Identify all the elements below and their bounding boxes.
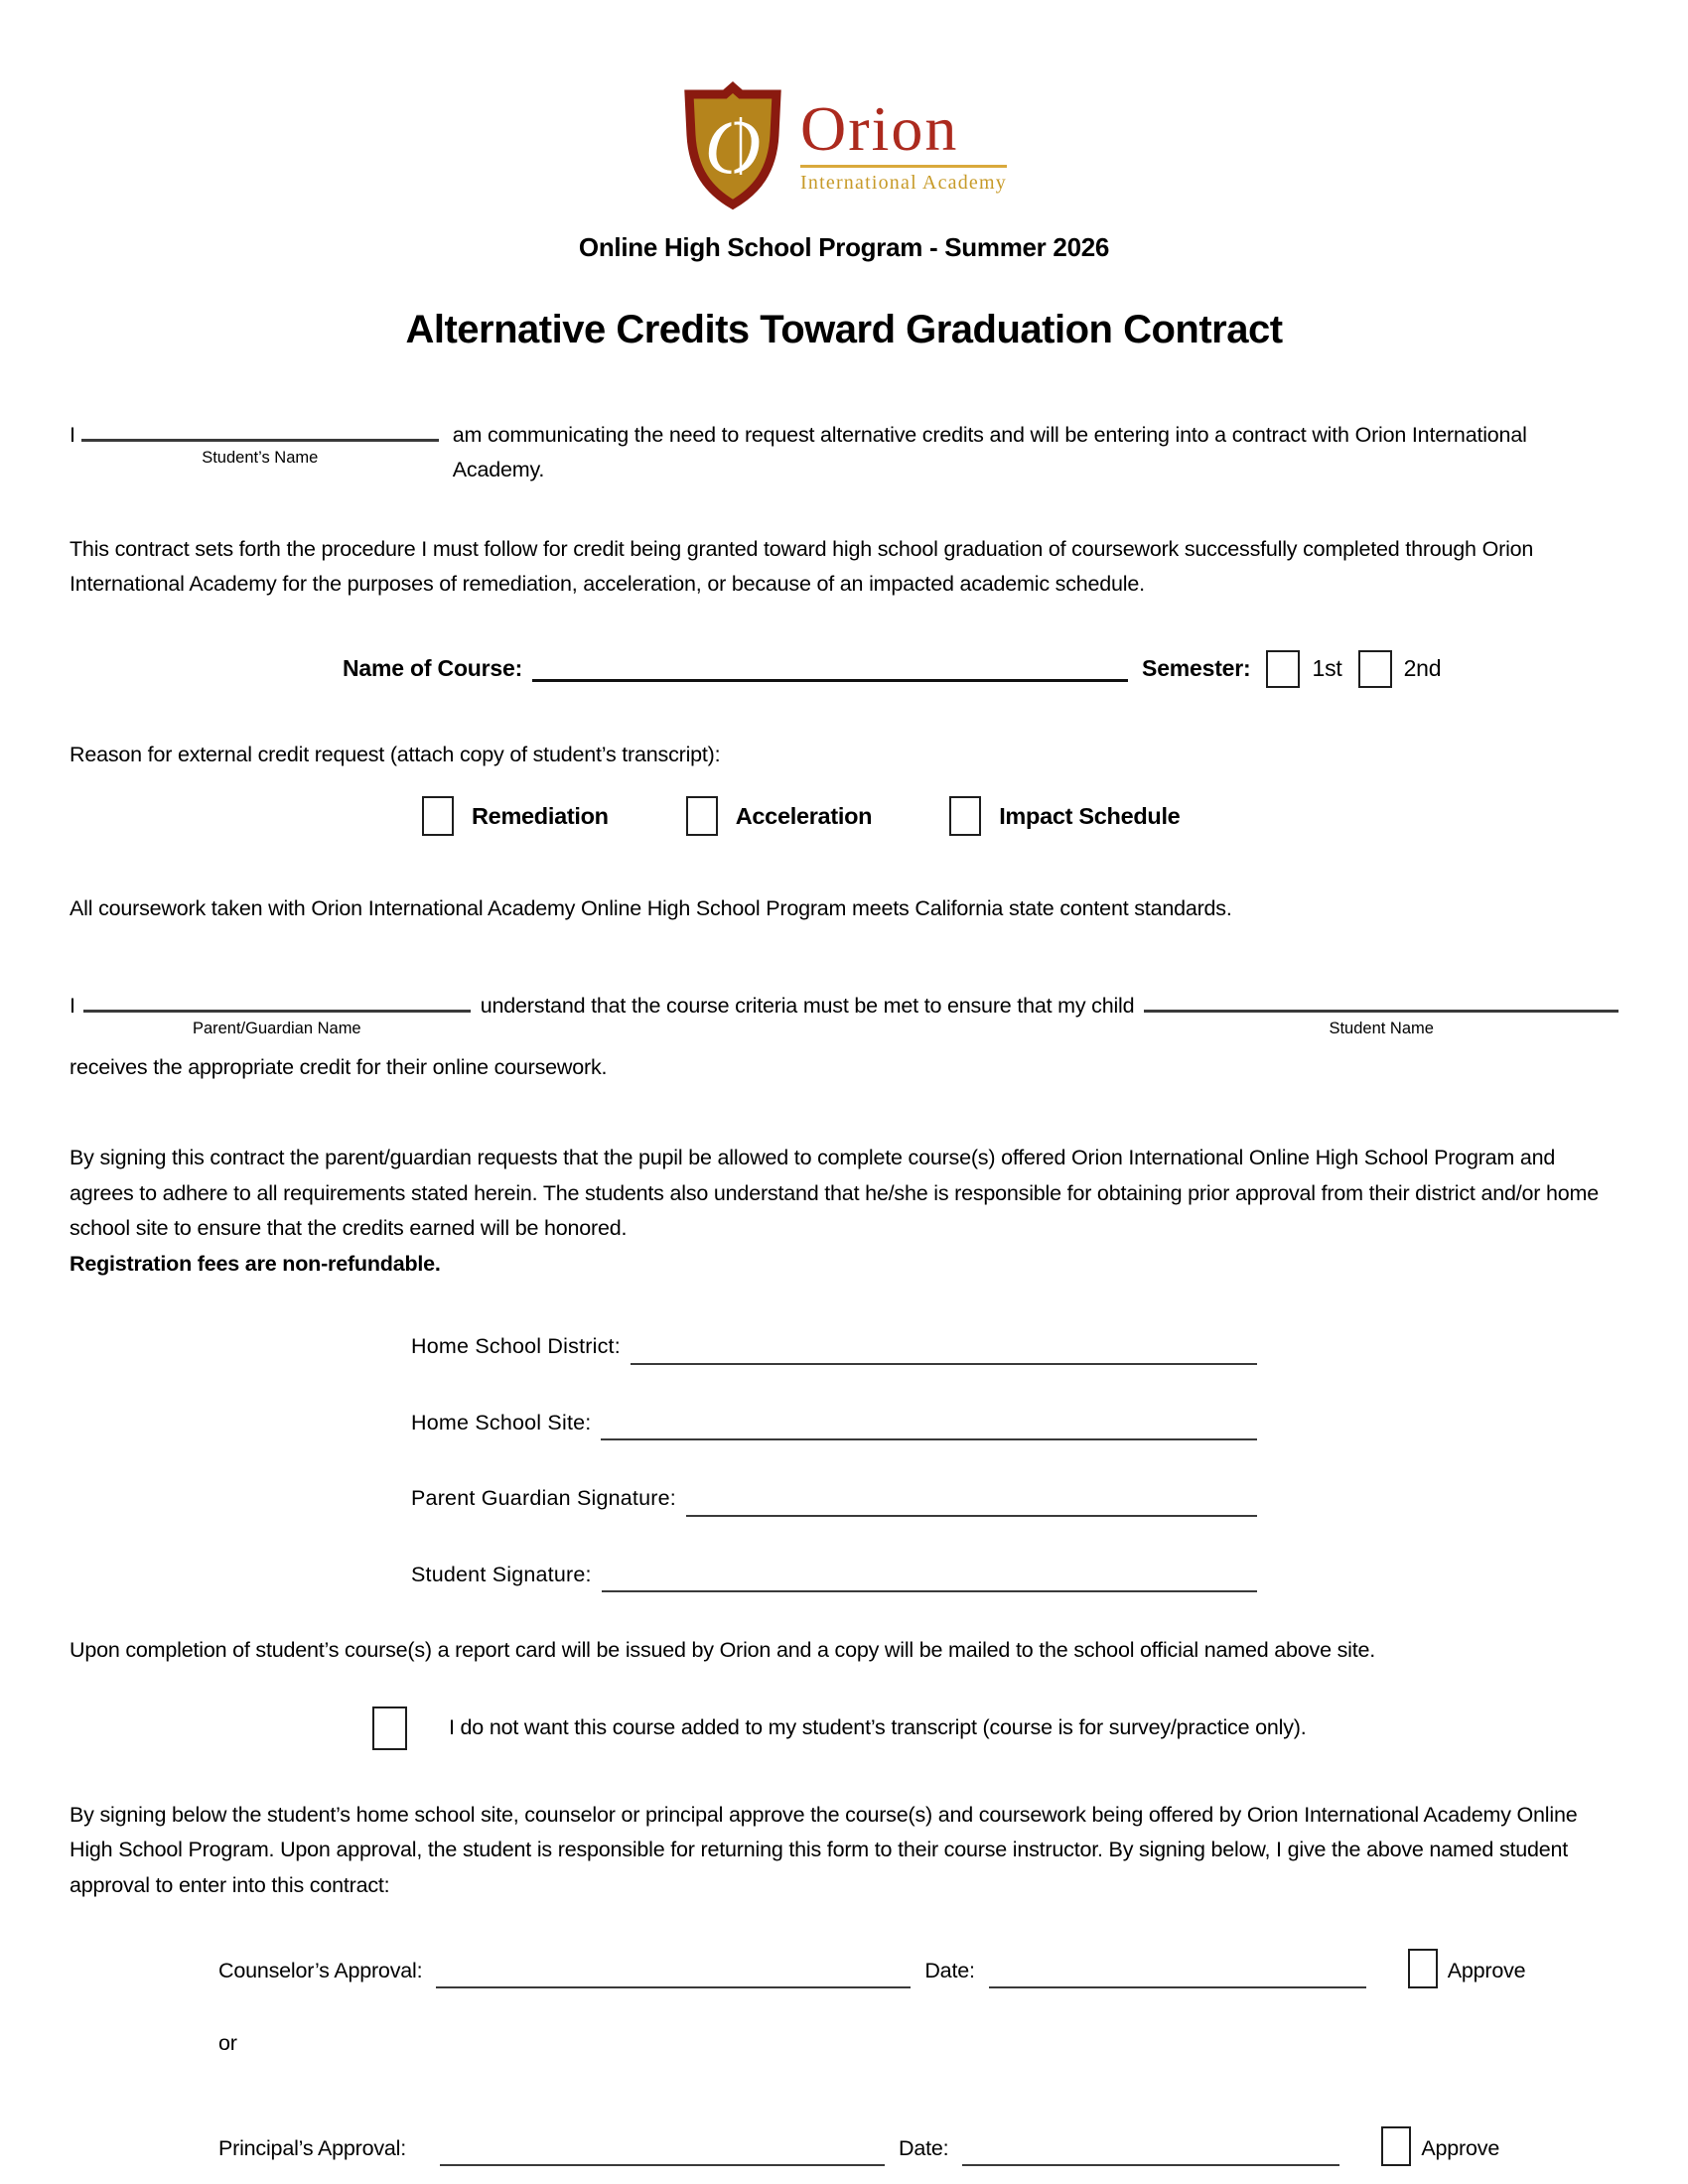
student-name-label-2: Student Name bbox=[1329, 1019, 1434, 1037]
remediation-label: Remediation bbox=[472, 802, 609, 829]
counselor-approval-blank[interactable] bbox=[436, 1963, 911, 1988]
student-name-field bbox=[81, 418, 439, 472]
parent-guardian-name-blank[interactable] bbox=[83, 989, 471, 1013]
shield-icon bbox=[681, 81, 784, 210]
counselor-approval-label: Counselor’s Approval: bbox=[218, 1958, 423, 1982]
counselor-date-blank[interactable] bbox=[989, 1963, 1366, 1988]
document-body bbox=[0, 226, 1688, 2166]
agreement-paragraph bbox=[70, 1141, 1618, 1282]
reason-option-remediation bbox=[422, 796, 609, 836]
semester-1st-option-label: 1st bbox=[1312, 654, 1342, 681]
standards-paragraph: All coursework taken with Orion International Academy Online High School Program meets California state content standards. bbox=[70, 896, 1232, 921]
home-school-site-row bbox=[411, 1406, 1257, 1440]
intro-text: am communicating the need to request alternative credits and will be entering into a contract with Orion International Academy. bbox=[452, 422, 1527, 482]
intro-prefix: I bbox=[70, 422, 75, 447]
student-name-field-2 bbox=[1144, 989, 1618, 1042]
intro-paragraph bbox=[70, 418, 1618, 488]
student-name-blank[interactable] bbox=[81, 418, 439, 442]
course-name-blank[interactable] bbox=[532, 656, 1128, 682]
course-name-label: Name of Course: bbox=[343, 654, 523, 681]
student-name-label: Student’s Name bbox=[202, 448, 319, 467]
home-school-district-blank[interactable] bbox=[631, 1339, 1257, 1365]
principal-approve-checkbox[interactable] bbox=[1381, 2126, 1411, 2166]
parent-guardian-signature-row bbox=[411, 1481, 1257, 1516]
parent-ack-continuation: receives the appropriate credit for their online coursework. bbox=[70, 1054, 608, 1079]
acceleration-checkbox[interactable] bbox=[686, 796, 718, 836]
transcript-optout-label: I do not want this course added to my student’s transcript (course is for survey/practice only). bbox=[449, 1714, 1307, 1739]
principal-date-label: Date: bbox=[899, 2136, 949, 2161]
principal-approval-row bbox=[218, 2126, 1618, 2166]
agreement-text: By signing this contract the parent/guardian requests that the pupil be allowed to complete course(s) offered Orion International Online High School Program and agrees to adhere to all requirements stated herein. The students also understand that he/she is responsible for obtaining prior approval from their district and/or home school site to ensure that the credits earned will be honored. bbox=[70, 1146, 1599, 1241]
reason-option-acceleration bbox=[686, 796, 872, 836]
program-line: Online High School Program - Summer 2026 bbox=[578, 232, 1110, 262]
home-school-district-row bbox=[411, 1329, 1257, 1364]
remediation-checkbox[interactable] bbox=[422, 796, 454, 836]
parent-guardian-name-field bbox=[83, 989, 471, 1042]
parent-ack-middle-text: understand that the course criteria must be met to ensure that my child bbox=[480, 993, 1135, 1018]
student-signature-blank[interactable] bbox=[602, 1567, 1257, 1592]
reason-option-impact-schedule bbox=[949, 796, 1180, 836]
brand-name: Orion bbox=[800, 93, 959, 164]
semester-2nd-checkbox[interactable] bbox=[1358, 650, 1392, 688]
parent-guardian-signature-blank[interactable] bbox=[686, 1491, 1257, 1517]
acceleration-label: Acceleration bbox=[735, 802, 873, 829]
reason-options bbox=[422, 796, 1618, 836]
signature-block bbox=[70, 1329, 1618, 1592]
home-school-site-label: Home School Site: bbox=[411, 1410, 592, 1434]
counselor-approve-label: Approve bbox=[1447, 1958, 1526, 1982]
principal-approve-label: Approve bbox=[1421, 2136, 1500, 2161]
brand-tagline: International Academy bbox=[800, 172, 1007, 194]
principal-approval-blank[interactable] bbox=[440, 2140, 885, 2166]
reason-prompt: Reason for external credit request (attach copy of student’s transcript): bbox=[70, 742, 721, 766]
semester-label: Semester: bbox=[1142, 654, 1251, 681]
parent-ack-row bbox=[70, 989, 1618, 1042]
principal-approval-label: Principal’s Approval: bbox=[218, 2136, 407, 2161]
brand-rule bbox=[800, 165, 1007, 168]
monogram-letter: O bbox=[704, 103, 762, 190]
impact-schedule-label: Impact Schedule bbox=[999, 802, 1181, 829]
fees-note: Registration fees are non-refundable. bbox=[70, 1251, 441, 1276]
transcript-optout-checkbox[interactable] bbox=[372, 1706, 407, 1750]
student-signature-label: Student Signature: bbox=[411, 1562, 592, 1586]
approval-paragraph: By signing below the student’s home school site, counselor or principal approve the course(s) and coursework being offered by Orion International Academy Online High School Program. Upon approval, the student is responsible for returning this form to their course instructor. By signing below, I give the above named student approval to enter into this contract: bbox=[70, 1802, 1578, 1897]
report-paragraph: Upon completion of student’s course(s) a report card will be issued by Orion and a copy will be mailed to the school official named above site. bbox=[70, 1638, 1376, 1663]
parent-guardian-name-label: Parent/Guardian Name bbox=[192, 1019, 361, 1037]
parent-ack-prefix: I bbox=[70, 993, 75, 1018]
purpose-paragraph: This contract sets forth the procedure I must follow for credit being granted toward high school graduation of coursework successfully completed through Orion International Academy for the purposes of remediation, acceleration, or because of an impacted academic schedule. bbox=[70, 536, 1534, 597]
parent-guardian-signature-label: Parent Guardian Signature: bbox=[411, 1486, 676, 1511]
or-separator: or bbox=[218, 2031, 237, 2056]
page-title: Alternative Credits Toward Graduation Contract bbox=[405, 307, 1283, 351]
student-name-blank-2[interactable] bbox=[1144, 989, 1618, 1013]
counselor-date-label: Date: bbox=[924, 1958, 975, 1982]
orion-logo bbox=[0, 0, 1688, 210]
home-school-district-label: Home School District: bbox=[411, 1334, 621, 1359]
student-signature-row bbox=[411, 1558, 1257, 1592]
home-school-site-blank[interactable] bbox=[601, 1415, 1257, 1440]
semester-2nd-option-label: 2nd bbox=[1403, 654, 1442, 681]
counselor-approve-checkbox[interactable] bbox=[1408, 1949, 1438, 1988]
transcript-optout-row bbox=[372, 1706, 1618, 1750]
course-row bbox=[343, 650, 1618, 688]
semester-1st-checkbox[interactable] bbox=[1266, 650, 1300, 688]
counselor-approval-row bbox=[218, 1949, 1618, 1988]
principal-date-blank[interactable] bbox=[962, 2140, 1339, 2166]
impact-schedule-checkbox[interactable] bbox=[949, 796, 981, 836]
